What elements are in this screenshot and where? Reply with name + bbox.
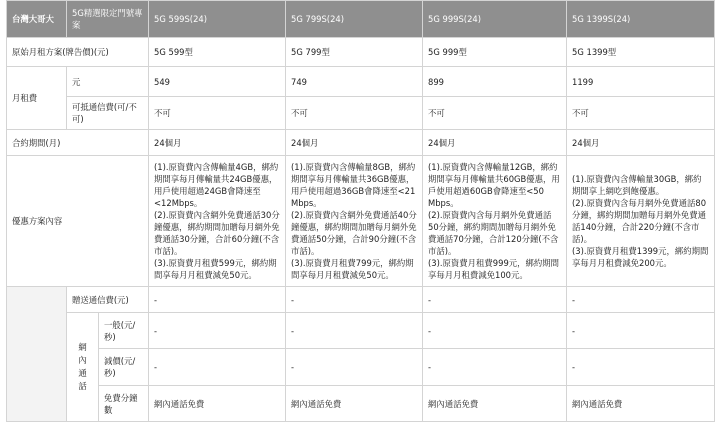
contract-cell: 24個月: [423, 130, 567, 156]
intranet-free-cell: 網內通話免費: [423, 386, 567, 422]
intranet-normal-cell: -: [286, 313, 423, 349]
intranet-normal-cell: -: [149, 313, 286, 349]
monthly-fee-label: 月租費: [7, 67, 67, 130]
intranet-free-cell: 網內通話免費: [286, 386, 423, 422]
header-corner: 台灣大哥大: [7, 1, 67, 38]
promo-cell: (1).原資費內含傳輸量4GB，綁約期間享每月傳輸量共24GB優惠，用戶使用超過24GB會降速至<12Mbps。 (2).原資費內含網外免費通話30分鐘優惠，綁約期間加贈每月網外免費通話30分鐘，合計60分鐘(不含市話)。 (3).原資費月租費599元，綁約期間享每月月租費減免50元。: [149, 156, 286, 287]
header-type-label: 5G精選限定門號專案: [67, 1, 149, 38]
original-plan-cell: 5G 999型: [423, 38, 567, 67]
intranet-label: 網內通話: [67, 313, 99, 422]
promo-cell: (1).原資費內含傳輸量30GB，綁約期間享上網吃到飽優惠。 (2).原資費內含每月網外免費通話80分鐘，綁約期間加贈每月網外免費通話140分鐘，合計220分鐘(不含市話)。 (3).原資費月租費1399元，綁約期間享每月月租費減免200元。: [567, 156, 715, 287]
credit-cell: 不可: [286, 97, 423, 130]
promo-row: [7, 156, 715, 287]
monthly-fee-cell: 1199: [567, 67, 715, 97]
credit-cell: 不可: [567, 97, 715, 130]
intranet-discount-cell: -: [423, 349, 567, 386]
intranet-free-row: [7, 386, 715, 422]
credit-cell: 不可: [423, 97, 567, 130]
intranet-discount-cell: -: [286, 349, 423, 386]
original-plan-cell: 5G 1399型: [567, 38, 715, 67]
original-plan-cell: 5G 599型: [149, 38, 286, 67]
promo-label: 優惠方案內容: [7, 156, 149, 287]
intranet-free-label: 免費分鐘數: [99, 386, 149, 422]
rate-plan-table: [6, 0, 715, 422]
original-plan-cell: 5G 799型: [286, 38, 423, 67]
promo-cell: (1).原資費內含傳輸量12GB，綁約期間享每月傳輸量共60GB優惠，用戶使用超過60GB會降速至<50 Mbps。 (2).原資費內含每月網外免費通話50分鐘，綁約期間加贈每月網外免費通話70分鐘，合計120分鐘(不含市話)。 (3).原資費月租費999元，綁約期間享每月月租費減免100元。: [423, 156, 567, 287]
gift-credit-cell: -: [149, 287, 286, 313]
header-plan-2: 5G 799S(24): [286, 1, 423, 38]
header-plan-3: 5G 999S(24): [423, 1, 567, 38]
contract-label: 合約期間(月): [7, 130, 149, 156]
original-plan-row: [7, 38, 715, 67]
intranet-free-cell: 網內通話免費: [149, 386, 286, 422]
intranet-free-cell: 網內通話免費: [567, 386, 715, 422]
header-row: [7, 1, 715, 38]
original-plan-label: 原始月租方案(牌告價)(元): [7, 38, 149, 67]
contract-row: [7, 130, 715, 156]
monthly-fee-yuan-label: 元: [67, 67, 149, 97]
intranet-normal-cell: -: [567, 313, 715, 349]
gift-credit-row: [7, 287, 715, 313]
monthly-fee-cell: 549: [149, 67, 286, 97]
monthly-fee-yuan-row: [7, 67, 715, 97]
monthly-fee-cell: 749: [286, 67, 423, 97]
intranet-discount-label: 減價(元/秒): [99, 349, 149, 386]
intranet-discount-row: [7, 349, 715, 386]
intranet-normal-cell: -: [423, 313, 567, 349]
gift-credit-cell: -: [423, 287, 567, 313]
credit-cell: 不可: [149, 97, 286, 130]
gift-credit-label: 贈送通信費(元): [67, 287, 149, 313]
intranet-discount-cell: -: [567, 349, 715, 386]
contract-cell: 24個月: [149, 130, 286, 156]
intranet-normal-label: 一般(元/秒): [99, 313, 149, 349]
gift-credit-cell: -: [286, 287, 423, 313]
gift-credit-cell: -: [567, 287, 715, 313]
intranet-normal-row: [7, 313, 715, 349]
voice-section-cell: [7, 287, 67, 422]
contract-cell: 24個月: [286, 130, 423, 156]
credit-label: 可抵通信費(可/不可): [67, 97, 149, 130]
monthly-fee-cell: 899: [423, 67, 567, 97]
contract-cell: 24個月: [567, 130, 715, 156]
promo-cell: (1).原資費內含傳輸量8GB，綁約期間享每月傳輸量共36GB優惠，用戶使用超過36GB會降速至<21 Mbps。 (2).原資費內含網外免費通話40分鐘優惠，綁約期間加贈每月網外免費通話50分鐘，合計90分鐘(不含市話)。 (3).原資費月租費799元，綁約期間享每月月租費減免50元。: [286, 156, 423, 287]
header-plan-4: 5G 1399S(24): [567, 1, 715, 38]
credit-row: [7, 97, 715, 130]
header-plan-1: 5G 599S(24): [149, 1, 286, 38]
intranet-discount-cell: -: [149, 349, 286, 386]
